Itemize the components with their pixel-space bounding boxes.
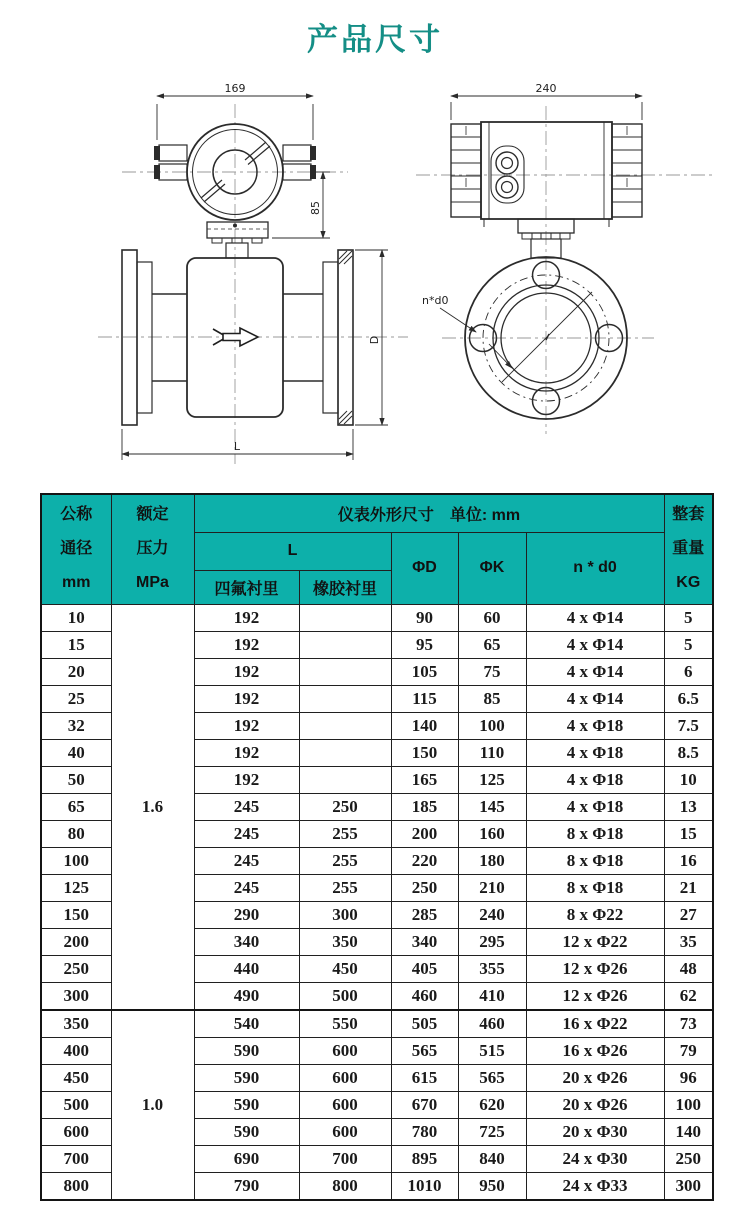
cell-phi-d: 115 [391, 685, 458, 712]
cell-l-rubber: 350 [299, 928, 391, 955]
cell-phi-d: 1010 [391, 1172, 458, 1200]
cell-weight: 8.5 [664, 739, 713, 766]
cell-rated-pressure: 1.6 [111, 604, 194, 1010]
header-ptfe-lining: 四氟衬里 [194, 570, 299, 604]
cell-l-rubber [299, 604, 391, 631]
cell-l-ptfe: 690 [194, 1145, 299, 1172]
cell-l-ptfe: 590 [194, 1091, 299, 1118]
cell-phi-d: 780 [391, 1118, 458, 1145]
cell-rated-pressure: 1.0 [111, 1010, 194, 1200]
cell-phi-k: 210 [458, 874, 526, 901]
cell-n-d0: 20 x Φ30 [526, 1118, 664, 1145]
cell-nominal-diameter: 200 [41, 928, 111, 955]
cell-weight: 13 [664, 793, 713, 820]
cell-weight: 250 [664, 1145, 713, 1172]
cell-l-rubber: 700 [299, 1145, 391, 1172]
cell-weight: 7.5 [664, 712, 713, 739]
cell-nominal-diameter: 400 [41, 1037, 111, 1064]
cell-weight: 6 [664, 658, 713, 685]
cell-weight: 6.5 [664, 685, 713, 712]
fins-left [451, 124, 481, 217]
cell-n-d0: 8 x Φ18 [526, 847, 664, 874]
cell-l-ptfe: 192 [194, 604, 299, 631]
cell-l-rubber: 600 [299, 1091, 391, 1118]
cell-phi-k: 565 [458, 1064, 526, 1091]
cell-phi-d: 200 [391, 820, 458, 847]
cell-l-rubber: 250 [299, 793, 391, 820]
cell-l-rubber: 255 [299, 847, 391, 874]
cell-phi-d: 150 [391, 739, 458, 766]
cell-nominal-diameter: 20 [41, 658, 111, 685]
cell-phi-d: 405 [391, 955, 458, 982]
cell-l-rubber: 800 [299, 1172, 391, 1200]
cell-nominal-diameter: 250 [41, 955, 111, 982]
cell-nominal-diameter: 80 [41, 820, 111, 847]
cell-phi-d: 90 [391, 604, 458, 631]
cell-n-d0: 24 x Φ30 [526, 1145, 664, 1172]
cell-phi-k: 240 [458, 901, 526, 928]
cell-l-rubber: 255 [299, 820, 391, 847]
cell-phi-d: 105 [391, 658, 458, 685]
mounting-neck [484, 219, 609, 258]
cell-l-ptfe: 192 [194, 739, 299, 766]
cell-nominal-diameter: 800 [41, 1172, 111, 1200]
cell-l-ptfe: 590 [194, 1118, 299, 1145]
cell-phi-k: 515 [458, 1037, 526, 1064]
cell-phi-k: 355 [458, 955, 526, 982]
cell-phi-k: 65 [458, 631, 526, 658]
cell-weight: 62 [664, 982, 713, 1010]
cell-l-ptfe: 192 [194, 766, 299, 793]
dim-label-D: D [368, 335, 381, 345]
cell-nominal-diameter: 25 [41, 685, 111, 712]
cell-nominal-diameter: 40 [41, 739, 111, 766]
cell-l-rubber: 255 [299, 874, 391, 901]
cable-entry-left [154, 145, 187, 180]
cell-nominal-diameter: 125 [41, 874, 111, 901]
table-body [41, 604, 713, 1200]
cell-l-ptfe: 192 [194, 712, 299, 739]
cell-l-ptfe: 245 [194, 820, 299, 847]
cell-l-rubber: 550 [299, 1010, 391, 1038]
cell-n-d0: 12 x Φ22 [526, 928, 664, 955]
cell-l-ptfe: 440 [194, 955, 299, 982]
dim-label-169: 169 [224, 82, 246, 95]
flange-right [323, 250, 353, 425]
cell-nominal-diameter: 600 [41, 1118, 111, 1145]
header-rubber-lining: 橡胶衬里 [299, 570, 391, 604]
cell-phi-k: 410 [458, 982, 526, 1010]
cell-n-d0: 8 x Φ18 [526, 874, 664, 901]
cell-n-d0: 16 x Φ22 [526, 1010, 664, 1038]
cell-n-d0: 24 x Φ33 [526, 1172, 664, 1200]
cell-nominal-diameter: 450 [41, 1064, 111, 1091]
header-phi-d: ΦD [391, 532, 458, 604]
cell-n-d0: 4 x Φ18 [526, 793, 664, 820]
cell-weight: 96 [664, 1064, 713, 1091]
cell-weight: 27 [664, 901, 713, 928]
cell-l-ptfe: 245 [194, 793, 299, 820]
cell-nominal-diameter: 700 [41, 1145, 111, 1172]
cell-weight: 15 [664, 820, 713, 847]
cell-l-ptfe: 245 [194, 874, 299, 901]
drawing-front-view [92, 82, 414, 480]
header-total-weight: 整套 重量 KG [664, 494, 713, 604]
cell-n-d0: 8 x Φ18 [526, 820, 664, 847]
cell-phi-d: 460 [391, 982, 458, 1010]
header-phi-k: ΦK [458, 532, 526, 604]
cell-phi-k: 460 [458, 1010, 526, 1038]
cell-nominal-diameter: 10 [41, 604, 111, 631]
cell-nominal-diameter: 15 [41, 631, 111, 658]
cell-phi-k: 60 [458, 604, 526, 631]
technical-drawings [0, 82, 750, 482]
cell-nominal-diameter: 100 [41, 847, 111, 874]
cell-n-d0: 4 x Φ18 [526, 766, 664, 793]
cell-phi-d: 895 [391, 1145, 458, 1172]
cell-phi-k: 950 [458, 1172, 526, 1200]
converter-neck [207, 222, 268, 258]
cell-nominal-diameter: 65 [41, 793, 111, 820]
cell-l-ptfe: 590 [194, 1064, 299, 1091]
drawing-side-view [414, 82, 748, 480]
cable-glands [491, 146, 524, 203]
cable-entry-right [283, 145, 316, 180]
header-rated-pressure: 额定 压力 MPa [111, 494, 194, 604]
page-title: 产品尺寸 [307, 22, 443, 57]
cell-phi-k: 75 [458, 658, 526, 685]
cell-l-rubber: 600 [299, 1064, 391, 1091]
cell-phi-d: 140 [391, 712, 458, 739]
cell-phi-d: 505 [391, 1010, 458, 1038]
table-row [41, 1010, 713, 1038]
cell-n-d0: 12 x Φ26 [526, 982, 664, 1010]
cell-l-rubber [299, 766, 391, 793]
cell-phi-d: 185 [391, 793, 458, 820]
header-nominal-diameter: 公称 通径 mm [41, 494, 111, 604]
cell-l-ptfe: 340 [194, 928, 299, 955]
header-length-L: L [194, 532, 391, 570]
cell-n-d0: 16 x Φ26 [526, 1037, 664, 1064]
cell-l-rubber [299, 658, 391, 685]
cell-n-d0: 20 x Φ26 [526, 1091, 664, 1118]
cell-nominal-diameter: 50 [41, 766, 111, 793]
cell-nominal-diameter: 500 [41, 1091, 111, 1118]
cell-weight: 16 [664, 847, 713, 874]
cell-l-rubber [299, 685, 391, 712]
cell-phi-d: 670 [391, 1091, 458, 1118]
cell-l-rubber: 600 [299, 1118, 391, 1145]
dim-label-240: 240 [535, 82, 557, 95]
cell-phi-d: 220 [391, 847, 458, 874]
cell-l-rubber: 300 [299, 901, 391, 928]
cell-l-ptfe: 245 [194, 847, 299, 874]
cell-l-ptfe: 490 [194, 982, 299, 1010]
cell-nominal-diameter: 150 [41, 901, 111, 928]
cell-n-d0: 8 x Φ22 [526, 901, 664, 928]
cell-n-d0: 4 x Φ14 [526, 631, 664, 658]
dim-label-L: L [233, 440, 241, 453]
cell-l-rubber: 600 [299, 1037, 391, 1064]
cell-phi-k: 620 [458, 1091, 526, 1118]
cell-weight: 300 [664, 1172, 713, 1200]
cell-weight: 35 [664, 928, 713, 955]
cell-l-rubber [299, 712, 391, 739]
cell-weight: 21 [664, 874, 713, 901]
cell-l-ptfe: 192 [194, 658, 299, 685]
cell-l-rubber: 450 [299, 955, 391, 982]
cell-weight: 73 [664, 1010, 713, 1038]
cell-n-d0: 20 x Φ26 [526, 1064, 664, 1091]
cell-phi-k: 85 [458, 685, 526, 712]
cell-phi-k: 180 [458, 847, 526, 874]
cell-phi-k: 725 [458, 1118, 526, 1145]
cell-phi-d: 340 [391, 928, 458, 955]
cell-phi-k: 110 [458, 739, 526, 766]
cell-l-ptfe: 192 [194, 631, 299, 658]
cell-weight: 79 [664, 1037, 713, 1064]
cell-l-rubber: 500 [299, 982, 391, 1010]
cell-phi-k: 295 [458, 928, 526, 955]
cell-phi-d: 615 [391, 1064, 458, 1091]
cell-l-ptfe: 540 [194, 1010, 299, 1038]
table-header [41, 494, 713, 604]
cell-n-d0: 4 x Φ18 [526, 739, 664, 766]
cell-phi-k: 125 [458, 766, 526, 793]
cell-l-rubber [299, 739, 391, 766]
header-n-d0: n * d0 [526, 532, 664, 604]
cell-weight: 100 [664, 1091, 713, 1118]
cell-l-ptfe: 290 [194, 901, 299, 928]
cell-n-d0: 4 x Φ18 [526, 712, 664, 739]
cell-phi-d: 250 [391, 874, 458, 901]
flow-direction-arrow [213, 328, 258, 346]
cell-n-d0: 4 x Φ14 [526, 685, 664, 712]
flange-left [122, 250, 152, 425]
fins-right [612, 124, 642, 217]
dimensions-table [40, 493, 714, 1201]
cell-weight: 10 [664, 766, 713, 793]
cell-nominal-diameter: 32 [41, 712, 111, 739]
cell-nominal-diameter: 300 [41, 982, 111, 1010]
cell-l-ptfe: 790 [194, 1172, 299, 1200]
cell-phi-k: 160 [458, 820, 526, 847]
cell-n-d0: 4 x Φ14 [526, 604, 664, 631]
cell-phi-d: 285 [391, 901, 458, 928]
table-row [41, 604, 713, 631]
cell-n-d0: 12 x Φ26 [526, 955, 664, 982]
cell-weight: 5 [664, 604, 713, 631]
cell-l-ptfe: 192 [194, 685, 299, 712]
bolt-callout-label: n*d0 [422, 294, 449, 307]
cell-phi-k: 100 [458, 712, 526, 739]
converter-housing [481, 122, 612, 219]
dim-label-85: 85 [309, 201, 322, 215]
cell-phi-k: 840 [458, 1145, 526, 1172]
cell-l-rubber [299, 631, 391, 658]
cell-weight: 5 [664, 631, 713, 658]
cell-phi-d: 165 [391, 766, 458, 793]
cell-l-ptfe: 590 [194, 1037, 299, 1064]
cell-nominal-diameter: 350 [41, 1010, 111, 1038]
cell-phi-d: 95 [391, 631, 458, 658]
cell-phi-k: 145 [458, 793, 526, 820]
cell-n-d0: 4 x Φ14 [526, 658, 664, 685]
header-dimensions-title: 仪表外形尺寸 单位: mm [194, 494, 664, 532]
cell-phi-d: 565 [391, 1037, 458, 1064]
cell-weight: 48 [664, 955, 713, 982]
cell-weight: 140 [664, 1118, 713, 1145]
